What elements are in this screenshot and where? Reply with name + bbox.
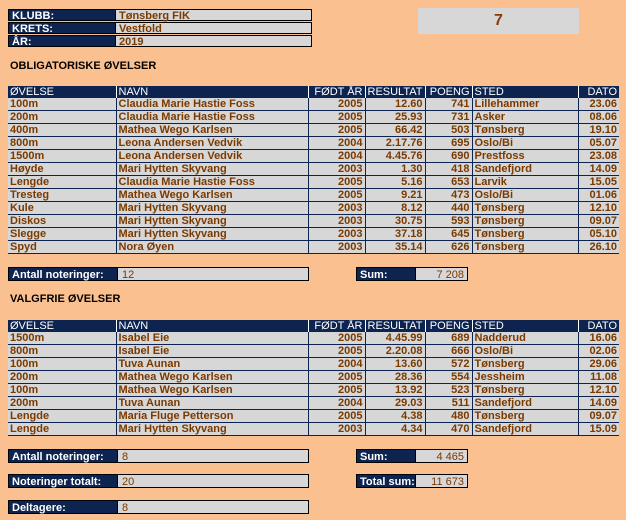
- obligatory-antall-value: 12: [118, 267, 309, 281]
- cell-navn: Isabel Eie: [116, 345, 308, 358]
- cell-navn: Leona Andersen Vedvik: [116, 150, 308, 163]
- cell-navn: Claudia Marie Hastie Foss: [116, 176, 308, 189]
- col-dato: DATO: [578, 320, 619, 332]
- cell-ovelse: 200m: [8, 371, 116, 384]
- cell-navn: Mathea Wego Karlsen: [116, 189, 308, 202]
- cell-fodt: 2004: [308, 358, 365, 371]
- cell-ovelse: Slegge: [8, 228, 116, 241]
- cell-resultat: 25.93: [365, 111, 425, 124]
- cell-dato: 11.08: [578, 371, 619, 384]
- cell-sted: Tønsberg: [472, 124, 578, 137]
- optional-antall-label: Antall noteringer:: [8, 449, 118, 463]
- cell-sted: Tønsberg: [472, 215, 578, 228]
- cell-sted: Oslo/Bi: [472, 189, 578, 202]
- cell-sted: Jessheim: [472, 371, 578, 384]
- cell-poeng: 480: [425, 410, 472, 423]
- cell-poeng: 572: [425, 358, 472, 371]
- cell-navn: Claudia Marie Hastie Foss: [116, 98, 308, 111]
- cell-sted: Sandefjord: [472, 423, 578, 436]
- cell-poeng: 418: [425, 163, 472, 176]
- col-resultat: RESULTAT: [365, 86, 425, 98]
- col-poeng: POENG: [425, 86, 472, 98]
- cell-fodt: 2003: [308, 202, 365, 215]
- cell-ovelse: Lengde: [8, 410, 116, 423]
- optional-header-row: [8, 320, 619, 332]
- cell-fodt: 2005: [308, 384, 365, 397]
- cell-dato: 05.07: [578, 137, 619, 150]
- optional-sum-label: Sum:: [356, 449, 416, 463]
- cell-poeng: 741: [425, 98, 472, 111]
- cell-resultat: 37.18: [365, 228, 425, 241]
- cell-fodt: 2003: [308, 241, 365, 254]
- cell-resultat: 35.14: [365, 241, 425, 254]
- cell-sted: Tønsberg: [472, 202, 578, 215]
- cell-sted: Sandefjord: [472, 397, 578, 410]
- obligatory-rows: [8, 98, 619, 254]
- col-poeng: POENG: [425, 320, 472, 332]
- cell-resultat: 30.75: [365, 215, 425, 228]
- obligatory-table-row: [8, 228, 619, 241]
- cell-resultat: 28.36: [365, 371, 425, 384]
- cell-fodt: 2005: [308, 332, 365, 345]
- cell-resultat: 4.34: [365, 423, 425, 436]
- optional-rows: [8, 332, 619, 436]
- cell-fodt: 2004: [308, 397, 365, 410]
- obligatory-table-row: [8, 189, 619, 202]
- cell-poeng: 593: [425, 215, 472, 228]
- cell-navn: Mari Hytten Skyvang: [116, 202, 308, 215]
- cell-sted: Tønsberg: [472, 384, 578, 397]
- ar-value: 2019: [116, 35, 312, 47]
- cell-ovelse: 800m: [8, 137, 116, 150]
- cell-sted: Sandefjord: [472, 163, 578, 176]
- cell-dato: 01.06: [578, 189, 619, 202]
- cell-resultat: 1.30: [365, 163, 425, 176]
- cell-sted: Tønsberg: [472, 228, 578, 241]
- cell-poeng: 523: [425, 384, 472, 397]
- cell-resultat: 29.03: [365, 397, 425, 410]
- obligatory-table-row: [8, 202, 619, 215]
- col-resultat: RESULTAT: [365, 320, 425, 332]
- cell-resultat: 2.17.76: [365, 137, 425, 150]
- cell-dato: 29.06: [578, 358, 619, 371]
- cell-dato: 15.05: [578, 176, 619, 189]
- cell-sted: Larvik: [472, 176, 578, 189]
- cell-resultat: 2.20.08: [365, 345, 425, 358]
- cell-navn: Maria Fluge Petterson: [116, 410, 308, 423]
- cell-ovelse: 100m: [8, 358, 116, 371]
- cell-fodt: 2004: [308, 137, 365, 150]
- cell-dato: 05.10: [578, 228, 619, 241]
- col-ovelse: ØVELSE: [8, 320, 116, 332]
- cell-resultat: 13.92: [365, 384, 425, 397]
- cell-resultat: 13.60: [365, 358, 425, 371]
- cell-sted: Tønsberg: [472, 358, 578, 371]
- deltagere-label: Deltagere:: [8, 500, 118, 514]
- col-navn: NAVN: [116, 320, 308, 332]
- obligatory-sum-label: Sum:: [356, 267, 416, 281]
- cell-ovelse: 200m: [8, 397, 116, 410]
- cell-fodt: 2005: [308, 98, 365, 111]
- cell-poeng: 470: [425, 423, 472, 436]
- cell-poeng: 503: [425, 124, 472, 137]
- cell-dato: 08.06: [578, 111, 619, 124]
- cell-ovelse: Diskos: [8, 215, 116, 228]
- cell-ovelse: 800m: [8, 345, 116, 358]
- cell-ovelse: Høyde: [8, 163, 116, 176]
- cell-poeng: 440: [425, 202, 472, 215]
- cell-fodt: 2005: [308, 410, 365, 423]
- cell-sted: Asker: [472, 111, 578, 124]
- cell-poeng: 731: [425, 111, 472, 124]
- cell-resultat: 5.16: [365, 176, 425, 189]
- cell-dato: 23.06: [578, 98, 619, 111]
- cell-dato: 12.10: [578, 202, 619, 215]
- ar-label: ÅR:: [8, 35, 116, 47]
- krets-value: Vestfold: [116, 22, 312, 34]
- cell-poeng: 645: [425, 228, 472, 241]
- total-number-box: 7: [418, 8, 579, 34]
- optional-table-row: [8, 384, 619, 397]
- cell-navn: Mathea Wego Karlsen: [116, 124, 308, 137]
- cell-navn: Leona Andersen Vedvik: [116, 137, 308, 150]
- cell-sted: Oslo/Bi: [472, 345, 578, 358]
- noteringer-totalt-value: 20: [118, 474, 309, 488]
- cell-fodt: 2005: [308, 371, 365, 384]
- cell-fodt: 2004: [308, 150, 365, 163]
- cell-sted: Lillehammer: [472, 98, 578, 111]
- cell-resultat: 8.12: [365, 202, 425, 215]
- obligatory-antall-label: Antall noteringer:: [8, 267, 118, 281]
- cell-dato: 02.06: [578, 345, 619, 358]
- cell-ovelse: 200m: [8, 111, 116, 124]
- cell-navn: Mari Hytten Skyvang: [116, 228, 308, 241]
- cell-navn: Mari Hytten Skyvang: [116, 163, 308, 176]
- cell-dato: 19.10: [578, 124, 619, 137]
- cell-poeng: 666: [425, 345, 472, 358]
- optional-sum-value: 4 465: [416, 449, 468, 463]
- cell-fodt: 2003: [308, 215, 365, 228]
- cell-poeng: 511: [425, 397, 472, 410]
- optional-table-row: [8, 423, 619, 436]
- cell-navn: Tuva Aunan: [116, 397, 308, 410]
- obligatory-sum-value: 7 208: [416, 267, 468, 281]
- cell-navn: Claudia Marie Hastie Foss: [116, 111, 308, 124]
- cell-fodt: 2005: [308, 124, 365, 137]
- cell-resultat: 4.45.76: [365, 150, 425, 163]
- cell-fodt: 2005: [308, 189, 365, 202]
- col-fodt: FØDT ÅR: [308, 320, 365, 332]
- cell-navn: Nora Øyen: [116, 241, 308, 254]
- cell-dato: 23.08: [578, 150, 619, 163]
- optional-table-row: [8, 410, 619, 423]
- col-sted: STED: [472, 320, 578, 332]
- total-sum-label: Total sum:: [356, 474, 416, 488]
- cell-fodt: 2005: [308, 176, 365, 189]
- cell-poeng: 554: [425, 371, 472, 384]
- total-sum-value: 11 673: [416, 474, 468, 488]
- cell-ovelse: Tresteg: [8, 189, 116, 202]
- cell-navn: Mari Hytten Skyvang: [116, 423, 308, 436]
- col-fodt: FØDT ÅR: [308, 86, 365, 98]
- optional-table: [8, 320, 619, 436]
- col-dato: DATO: [578, 86, 619, 98]
- cell-ovelse: 1500m: [8, 150, 116, 163]
- obligatory-table-row: [8, 137, 619, 150]
- obligatory-title: OBLIGATORISKE ØVELSER: [10, 60, 157, 72]
- optional-table-row: [8, 397, 619, 410]
- optional-title: VALGFRIE ØVELSER: [10, 293, 121, 305]
- optional-antall-value: 8: [118, 449, 309, 463]
- cell-resultat: 9.21: [365, 189, 425, 202]
- cell-fodt: 2005: [308, 345, 365, 358]
- cell-poeng: 626: [425, 241, 472, 254]
- cell-resultat: 12.60: [365, 98, 425, 111]
- cell-navn: Mathea Wego Karlsen: [116, 384, 308, 397]
- klubb-label: KLUBB:: [8, 9, 116, 21]
- cell-dato: 14.09: [578, 397, 619, 410]
- krets-label: KRETS:: [8, 22, 116, 34]
- cell-poeng: 653: [425, 176, 472, 189]
- col-ovelse: ØVELSE: [8, 86, 116, 98]
- cell-ovelse: Kule: [8, 202, 116, 215]
- optional-table-row: [8, 345, 619, 358]
- cell-navn: Tuva Aunan: [116, 358, 308, 371]
- cell-ovelse: 100m: [8, 98, 116, 111]
- cell-ovelse: 100m: [8, 384, 116, 397]
- cell-poeng: 695: [425, 137, 472, 150]
- obligatory-table-row: [8, 150, 619, 163]
- obligatory-table-row: [8, 241, 619, 254]
- klubb-value: Tønsberg FIK: [116, 9, 312, 21]
- cell-navn: Isabel Eie: [116, 332, 308, 345]
- cell-navn: Mari Hytten Skyvang: [116, 215, 308, 228]
- cell-dato: 12.10: [578, 384, 619, 397]
- cell-fodt: 2005: [308, 111, 365, 124]
- deltagere-value: 8: [118, 500, 309, 514]
- optional-table-row: [8, 332, 619, 345]
- cell-navn: Mathea Wego Karlsen: [116, 371, 308, 384]
- cell-dato: 15.09: [578, 423, 619, 436]
- col-navn: NAVN: [116, 86, 308, 98]
- cell-resultat: 66.42: [365, 124, 425, 137]
- cell-poeng: 689: [425, 332, 472, 345]
- cell-sted: Nadderud: [472, 332, 578, 345]
- cell-ovelse: 1500m: [8, 332, 116, 345]
- obligatory-table-row: [8, 176, 619, 189]
- cell-sted: Oslo/Bi: [472, 137, 578, 150]
- optional-table-row: [8, 358, 619, 371]
- cell-sted: Tønsberg: [472, 241, 578, 254]
- cell-fodt: 2003: [308, 228, 365, 241]
- obligatory-table-row: [8, 111, 619, 124]
- cell-dato: 16.06: [578, 332, 619, 345]
- cell-poeng: 690: [425, 150, 472, 163]
- cell-ovelse: Spyd: [8, 241, 116, 254]
- cell-fodt: 2003: [308, 163, 365, 176]
- cell-poeng: 473: [425, 189, 472, 202]
- cell-dato: 14.09: [578, 163, 619, 176]
- col-sted: STED: [472, 86, 578, 98]
- cell-resultat: 4.45.99: [365, 332, 425, 345]
- cell-dato: 09.07: [578, 410, 619, 423]
- cell-ovelse: Lengde: [8, 423, 116, 436]
- obligatory-table-row: [8, 98, 619, 111]
- cell-dato: 09.07: [578, 215, 619, 228]
- obligatory-table: [8, 86, 619, 254]
- cell-ovelse: 400m: [8, 124, 116, 137]
- obligatory-header-row: [8, 86, 619, 98]
- obligatory-table-row: [8, 163, 619, 176]
- cell-sted: Tønsberg: [472, 410, 578, 423]
- obligatory-table-row: [8, 124, 619, 137]
- cell-resultat: 4.38: [365, 410, 425, 423]
- cell-ovelse: Lengde: [8, 176, 116, 189]
- cell-sted: Prestfoss: [472, 150, 578, 163]
- cell-dato: 26.10: [578, 241, 619, 254]
- obligatory-table-row: [8, 215, 619, 228]
- cell-fodt: 2003: [308, 423, 365, 436]
- optional-table-row: [8, 371, 619, 384]
- noteringer-totalt-label: Noteringer totalt:: [8, 474, 118, 488]
